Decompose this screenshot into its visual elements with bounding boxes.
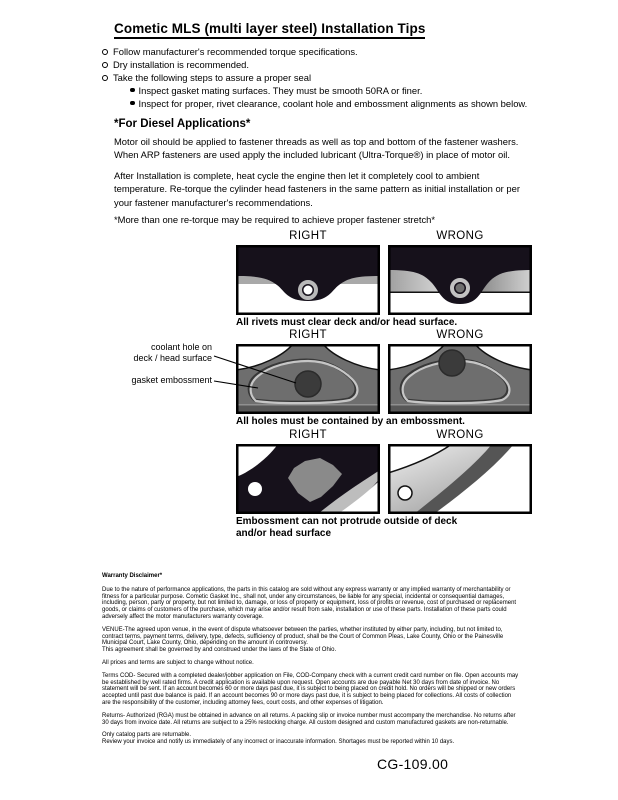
right-column-header: RIGHT: [289, 230, 327, 242]
embossment-right-diagram: [236, 344, 380, 414]
list-item-text: Follow manufacturer's recommended torque specifications.: [113, 46, 358, 57]
gasket-embossment-callout: gasket embossment: [131, 375, 212, 385]
caption-line: and/or head surface: [236, 528, 332, 540]
rivet-wrong-illustration: [388, 245, 532, 315]
list-item: [102, 58, 572, 71]
disclaimer-paragraph: Review your invoice and notify us immediately of any incorrect or inaccurate information. Shortages must be reported within 10 days.: [102, 739, 455, 746]
list-item-text: Take the following steps to assure a proper seal: [113, 72, 312, 83]
page-title: Cometic MLS (multi layer steel) Installation Tips: [114, 21, 425, 39]
rivet-wrong-diagram: [388, 245, 532, 315]
coolant-hole-icon: [295, 371, 321, 397]
list-item: [102, 71, 572, 84]
disclaimer-heading: Warranty Disclaimer*: [102, 573, 163, 579]
deck-edge-wrong-diagram: [388, 444, 532, 514]
rivet-right-illustration: [236, 245, 380, 315]
deck-edge-right-diagram: [236, 444, 380, 514]
disclaimer-paragraph: Only catalog parts are returnable.: [102, 732, 192, 739]
caption-line: Embossment can not protrude outside of deck: [236, 516, 458, 527]
disclaimer-paragraph: VENUE-The agreed upon venue, in the event of dispute whatsoever between the parties, whether instituted by either party, including, but not limited to, contract terms, payment terms, delivery, type, defects, sufficiency of product, shall be the Court of Common Pleas, Lake County, Ohio or the Painesville Municipal Court, Lake County, Ohio, depending on the amount in controversy.: [102, 626, 504, 647]
embossment-wrong-illustration: [388, 344, 532, 414]
deck-edge-right-illustration: [236, 444, 380, 514]
diagram-caption: All rivets must clear deck and/or head surface.: [236, 317, 458, 328]
embossment-wrong-diagram: [388, 344, 532, 414]
bolt-hole-icon: [398, 486, 412, 500]
warranty-disclaimer-section: [102, 573, 520, 752]
deck-edge-wrong-illustration: [388, 444, 532, 514]
diesel-paragraph-2: After Installation is complete, heat cycle the engine then let it completely cool to ambient temperature. Re-torque the cylinder head fasteners in the same pattern as initial installation or per your fastener manufacturer's recommendations.: [114, 170, 520, 208]
coolant-hole-icon: [439, 350, 465, 376]
diesel-paragraph-1: Motor oil should be applied to fastener threads as well as top and bottom of the fastener washers. When ARP fasteners are used apply the included lubricant (Ultra-Torque®) in place of motor oil.: [114, 136, 519, 161]
disclaimer-paragraph: Returns- Authorized (RGA) must be obtained in advance on all returns. A packing slip or invoice number must accompany the merchandise. No returns after 30 days from invoice date. All returns are subject to a 25% restocking charge. All custom designed and custom manufactured gaskets are non-returnable.: [102, 712, 516, 726]
installation-tips-list: [102, 45, 572, 110]
disclaimer-paragraph: Terms COD- Secured with a completed dealer/jobber application on File, COD-Company check with a current credit card number on file. Open accounts may be established by well rated firms. A credit application is available upon request. Open accounts are due payable Net 30 days from date of invoice. No statement will be sent. If an account becomes 60 or more days past due, it is subject to being placed on credit hold. No orders will be shipped or new orders accepted until past due balance is paid. If an account becomes 90 or more days past due, it is subject to being placed for collections. All costs of collection are the responsibility of the customer, including attorney fees, court costs, and other expenses of litigation.: [102, 672, 519, 706]
right-column-header: RIGHT: [289, 329, 327, 341]
dot-bullet-icon: [130, 101, 135, 106]
circle-bullet-icon: [102, 49, 108, 55]
bolt-hole-icon: [248, 482, 262, 496]
disclaimer-paragraph: This agreement shall be governed by and construed under the laws of the State of Ohio.: [102, 647, 337, 654]
callout-text: coolant hole on: [150, 342, 212, 352]
list-item-text: Inspect gasket mating surfaces. They must be smooth 50RA or finer.: [138, 85, 423, 96]
list-item: [130, 84, 572, 97]
disclaimer-paragraph: All prices and terms are subject to change without notice.: [102, 659, 254, 666]
disclaimer-paragraph: Due to the nature of performance applications, the parts in this catalog are sold without any express warranty or any implied warranty of merchantability or fitness for a particular purpose. Cometic Gasket Inc., shall not, under any circumstances, be liable for any special, incidental or consequential damages, including, person, party or property, but not limited to, damage, or loss of property or equipment, loss of profits or revenue, cost of purchased or replacement goods, or claims of customers of the purchase, which may arise and/or result from sale, installation or use of these parts. Installation of these parts could adversely affect the motor manufacturers warranty coverage.: [102, 586, 517, 620]
list-item: [130, 97, 572, 110]
rivet-right-diagram: [236, 245, 380, 315]
diagram-caption: All holes must be contained by an embossment.: [236, 416, 465, 427]
list-item-text: Dry installation is recommended.: [113, 59, 249, 70]
embossment-right-illustration: [236, 344, 380, 414]
right-column-header: RIGHT: [289, 429, 327, 441]
coolant-hole-callout: [108, 342, 212, 364]
wrong-column-header: WRONG: [436, 429, 484, 441]
wrong-column-header: WRONG: [436, 230, 484, 242]
page-number: CG-109.00: [377, 756, 449, 772]
circle-bullet-icon: [102, 75, 108, 81]
retorque-note: *More than one re-torque may be required to achieve proper fastener stretch*: [114, 214, 436, 225]
list-item: [102, 45, 572, 58]
callout-text: deck / head surface: [133, 353, 212, 363]
wrong-column-header: WRONG: [436, 329, 484, 341]
list-item-text: Inspect for proper, rivet clearance, coolant hole and embossment alignments as shown below.: [138, 98, 528, 109]
circle-bullet-icon: [102, 62, 108, 68]
diesel-applications-heading: *For Diesel Applications*: [114, 118, 251, 130]
diagram-caption: [236, 516, 546, 541]
dot-bullet-icon: [130, 88, 135, 93]
